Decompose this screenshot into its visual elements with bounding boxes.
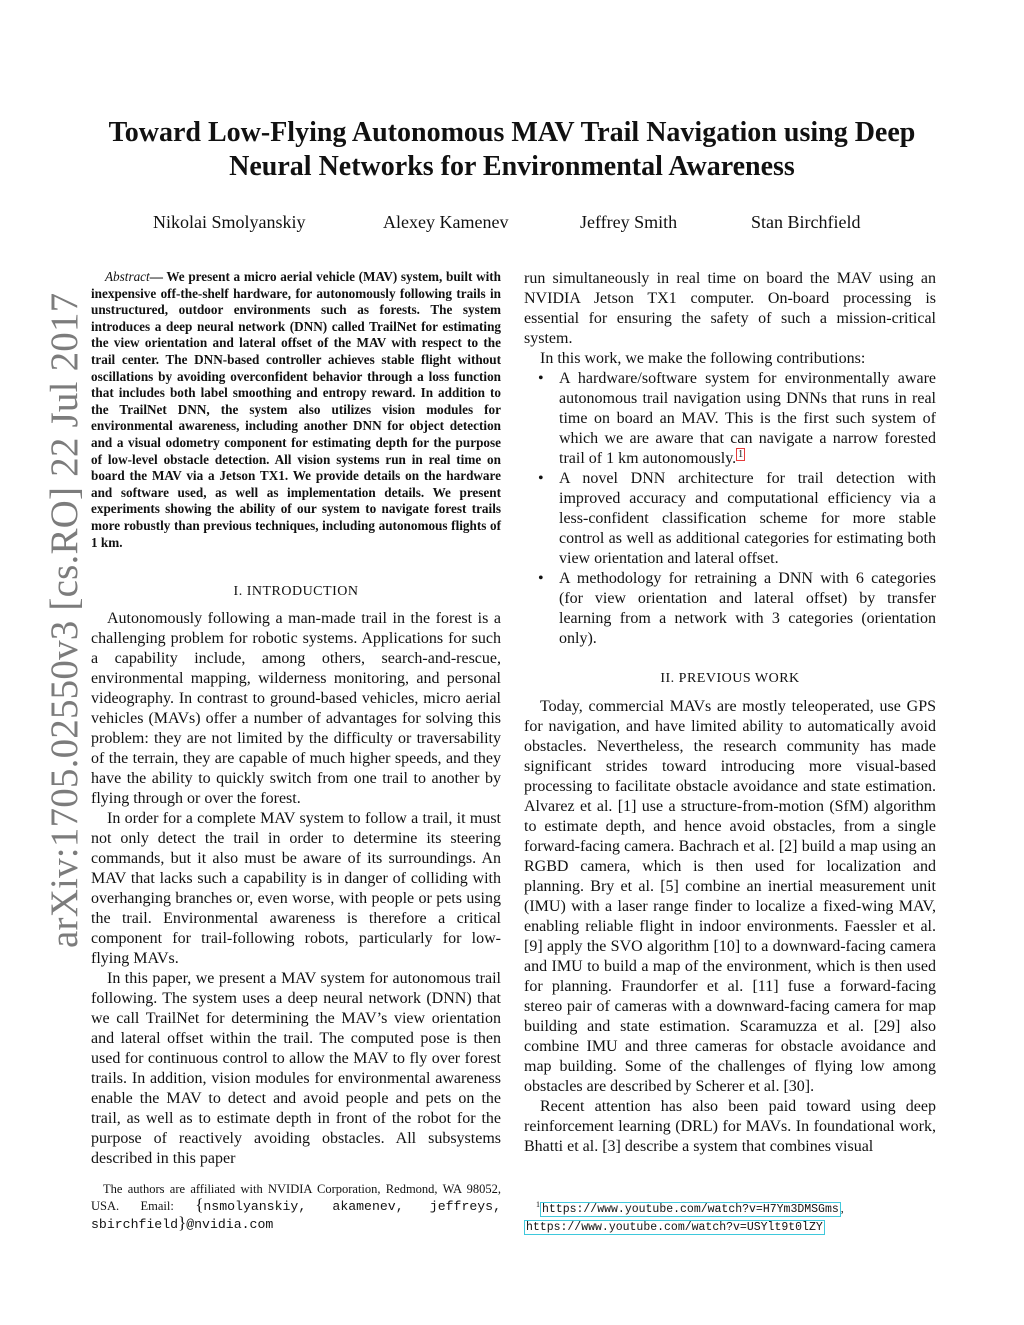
close-brace: } xyxy=(178,1213,187,1232)
intro-paragraph-1: Autonomously following a man-made trail in the forest is a challenging problem for robotic systems. Applications for such a capability include, among others, search-and-rescue, environmental mapping, wilderness monitoring, and personal videography. In contrast to ground-based vehicles, micro aerial vehicles (MAVs) offer a number of advantages for solving this problem: they are not limited by the difficulty or traversability of the terrain, they are capable of much higher speeds, and they have the ability to quickly switch from one trail to another by flying through or over the forest. xyxy=(91,610,501,807)
video-footnote xyxy=(524,1197,936,1236)
introduction-body xyxy=(91,609,501,1169)
abstract xyxy=(91,269,501,551)
abstract-label: Abstract xyxy=(105,269,150,284)
arxiv-stamp: arXiv:1705.02550v3 [cs.RO] 22 Jul 2017 xyxy=(43,292,86,948)
author-1: Nikolai Smolyanskiy xyxy=(153,212,306,232)
previous-work-paragraph-2: Recent attention has also been paid toward using deep reinforcement learning (DRL) for MAVs. In foundational work, Bhatti et al. [3] describe a system that combines visual xyxy=(524,1098,936,1155)
paper-title xyxy=(100,116,924,184)
author-4: Stan Birchfield xyxy=(751,212,861,232)
contribution-item-2: • A novel DNN architecture for trail detection with improved accuracy and computational efficiency via a less-confident classification scheme for more stable control as well as additional categories for estimating both view orientation and lateral offset. xyxy=(524,469,936,569)
intro-continuation: run simultaneously in real time on board the MAV using an NVIDIA Jetson TX1 computer. On-board processing is essential for ensuring the safety of such a mission-critical system. xyxy=(524,270,936,347)
previous-work-paragraph-1: Today, commercial MAVs are mostly teleoperated, use GPS for navigation, and have limited ability to automatically avoid obstacles. Nevertheless, the research community has made significant strides toward introducing more visual-based processing to facilitate obstacle avoidance and state estimation. Alvarez et al. [1] use a structure-from-motion (SfM) algorithm to estimate depth, and hence avoid obstacles, from a single forward-facing camera. Bachrach et al. [2] build a map using an RGBD camera, which is then used for localization and planning. Bry et al. [5] combine an inertial measurement unit (IMU) with a laser range finder to localize a fixed-wing MAV, enabling reliable flight in indoor environments. Faessler et al. [9] apply the SVO algorithm [10] to a downward-facing camera and IMU to build a map of the environment, which is then used for planning. Fraundorfer et al. [11] fuse a forward-facing stereo pair of cameras with a downward-facing camera for map building and state estimation. Scaramuzza et al. [29] also combine IMU and three cameras for obstacle avoidance and map building. Some of the challenges of flying low among obstacles are described by Scherer et al. [30]. xyxy=(524,698,936,1095)
section-heading-previous-work: II. PREVIOUS WORK xyxy=(660,671,800,686)
video-link-1[interactable]: https://www.youtube.com/watch?v=H7Ym3DMSGms xyxy=(542,1203,839,1216)
contribution-item-1 xyxy=(524,369,936,469)
link-separator: , xyxy=(840,1201,844,1215)
affiliation-footnote xyxy=(91,1181,501,1233)
previous-work-body xyxy=(524,697,936,1157)
contribution-1-text: A hardware/software system for environmentally aware autonomous trail navigation using DNNs that runs in real time on board an MAV. This is the first such system of which we are aware that can navigate a narrow forested trail of 1 km autonomously. xyxy=(559,370,936,467)
intro-paragraph-3: In this paper, we present a MAV system for autonomous trail following. The system uses a deep neural network (DNN) that we call TrailNet for determining the MAV’s view orientation and lateral offset within the trail. The computed pose is then used for continuous control to allow the MAV to fly over forest trails. In addition, vision modules for environmental awareness enable the MAV to detect and avoid people and pets on the trail, as well as to estimate depth in front of the robot for the purpose of reactively avoiding obstacles. All subsystems described in this paper xyxy=(91,970,501,1167)
abstract-text: — We present a micro aerial vehicle (MAV) system, built with inexpensive off-the-shelf hardware, for autonomously following trails in unstructured, outdoor environments such as forests. The system introduces a deep neural network (DNN) called TrailNet for estimating the view orientation and lateral offset of the MAV with respect to the trail center. The DNN-based controller achieves stable flight without oscillations by avoiding overconfident behavior through a loss function that includes both label smoothing and entropy reward. In addition to the TrailNet DNN, the system also utilizes vision modules for environmental awareness, including another DNN for object detection and a visual odometry component for estimating depth for the purpose of low-level obstacle detection. All vision systems run in real time on board the MAV via a Jetson TX1. We provide details on the hardware and software used, as well as implementation details. We present experiments showing the ability of our system to navigate forest trails more robustly than previous techniques, including autonomous flights of 1 km. xyxy=(91,269,501,550)
contribution-item-3: • A methodology for retraining a DNN with 6 categories (for view orientation and lateral offset) by transfer learning from a network with 3 categories (orientation only). xyxy=(524,569,936,649)
affiliation-text: The authors are affiliated with NVIDIA Corporation, Redmond, WA 98052, USA. Email: xyxy=(91,1182,501,1213)
section-heading-introduction: I. INTRODUCTION xyxy=(233,584,359,599)
title-line-1: Toward Low-Flying Autonomous MAV Trail Navigation using Deep xyxy=(108,117,916,148)
footnote-mark: 1 xyxy=(536,1200,540,1209)
author-3: Jeffrey Smith xyxy=(580,212,678,232)
title-line-2: Neural Networks for Environmental Awareness xyxy=(229,151,795,182)
email-domain: @nvidia.com xyxy=(186,1217,274,1232)
footnote-1-reference[interactable]: 1 xyxy=(738,448,744,460)
contributions-list xyxy=(524,369,936,649)
intro-paragraph-2: In order for a complete MAV system to follow a trail, it must not only detect the trail in order to determine its steering commands, but it also must be aware of its surroundings. An MAV that lacks such a capability is in danger of colliding with overhanging branches or, even worse, with people or pets using the trail. Environmental awareness is therefore a critical component for trail-following robots, particularly for low-flying MAVs. xyxy=(91,810,501,967)
contributions-lead: In this work, we make the following contributions: xyxy=(540,350,866,367)
right-column-intro xyxy=(524,269,936,649)
author-emails: nsmolyanskiy, akamenev, jeffreys, sbirchfield xyxy=(91,1199,502,1232)
author-2: Alexey Kamenev xyxy=(383,212,509,232)
video-link-2[interactable]: https://www.youtube.com/watch?v=USYlt9t0lZY xyxy=(526,1221,823,1234)
open-brace: { xyxy=(195,1195,204,1214)
